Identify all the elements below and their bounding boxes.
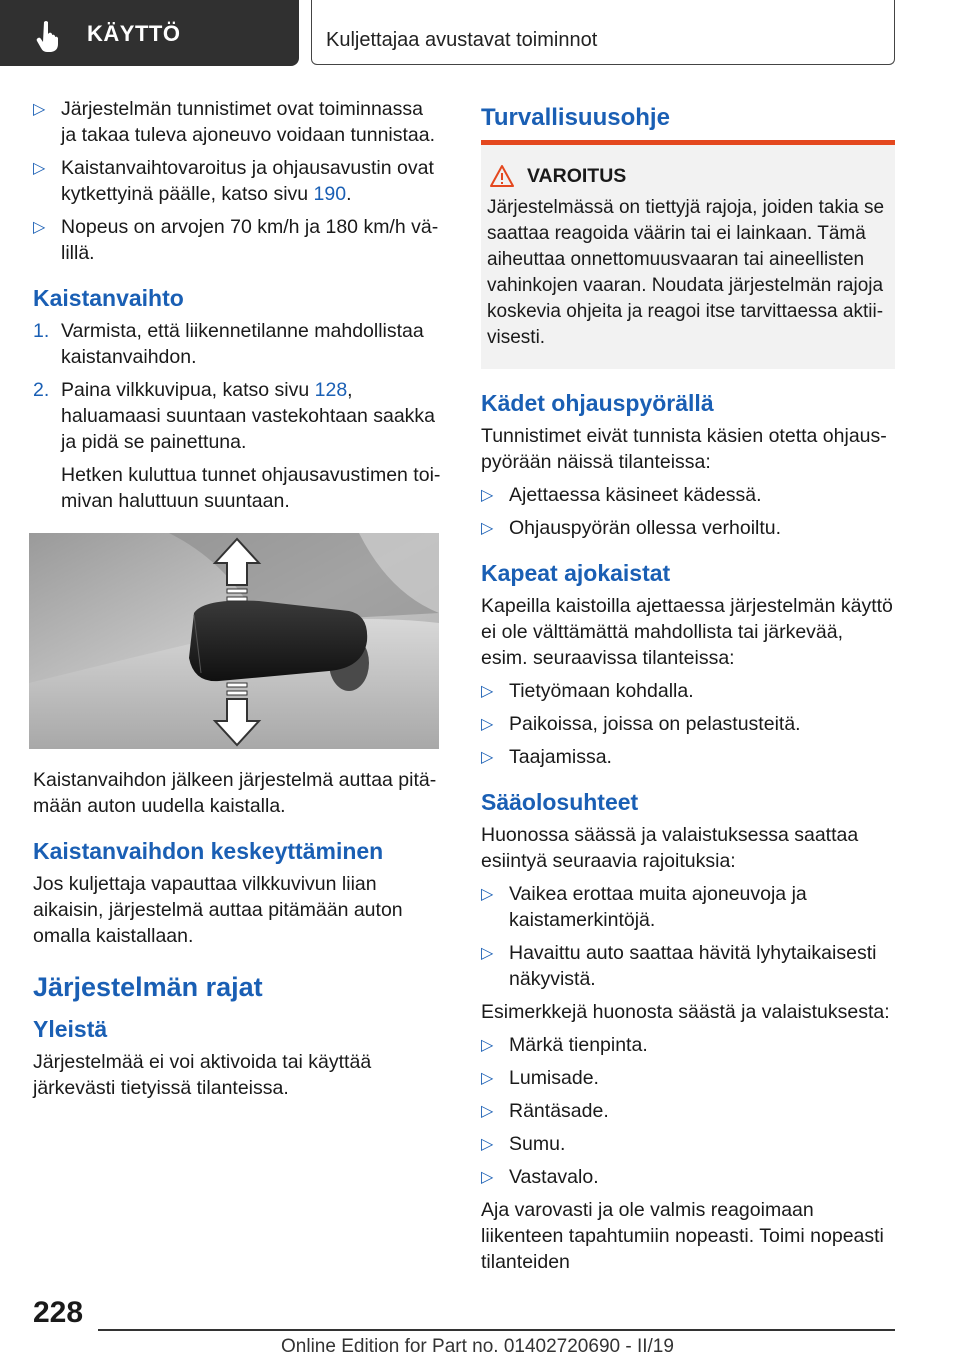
closing-text: Aja varovasti ja ole valmis reagoimaan liikenteen tapahtumiin nopeasti. Toimi nopeasti tilanteiden xyxy=(481,1199,884,1273)
step-item: 2. Paina vilkkuvipua, katso sivu 128, haluamaasi suuntaan vastekohtaan saakka ja pidä se painettuna. xyxy=(33,379,436,453)
list-item: ▷ Räntäsade. xyxy=(481,1098,895,1124)
examples-text: Esimerkkejä huonosta säästä ja valaistuksesta: xyxy=(481,1001,890,1023)
warning-triangle-icon xyxy=(489,164,515,188)
triangle-bullet-icon: ▷ xyxy=(481,886,494,903)
list-item: ▷ Havaittu auto saattaa hävitä lyhytaikaisesti näkyvistä. xyxy=(481,942,877,990)
general-heading: Yleistä xyxy=(33,1016,108,1042)
lane-change-heading: Kaistanvaihto xyxy=(33,285,184,311)
triangle-bullet-icon: ▷ xyxy=(33,101,46,118)
weather-heading: Sääolosuhteet xyxy=(481,789,639,815)
triangle-bullet-icon: ▷ xyxy=(481,520,494,537)
chapter-title-box xyxy=(311,0,895,65)
safety-heading: Turvallisuusohje xyxy=(481,104,670,131)
hand-pointer-icon xyxy=(34,18,68,52)
list-item: ▷ Märkä tienpinta. xyxy=(481,1032,895,1058)
triangle-bullet-icon: ▷ xyxy=(481,683,494,700)
after-image-text: Kaistanvaihdon jälkeen järjestelmä auttaa pitämään auton uudella kaistalla. xyxy=(33,769,437,817)
warning-text: Järjestelmässä on tiettyjä rajoja, joiden takia se saattaa reagoida väärin tai ei lainkaan. Tämä aiheuttaa onnettomuusvaaran tai aineellisten vahinkojen vaaran. Noudata järjestelmän rajoja koskevia ohjeita ja reagoi itse tarvittaessa aktiivisesti. xyxy=(487,197,885,348)
section-tab-label: KÄYTTÖ xyxy=(87,21,181,46)
warning-title: VAROITUS xyxy=(527,165,627,187)
triangle-bullet-icon: ▷ xyxy=(481,1136,494,1153)
triangle-bullet-icon: ▷ xyxy=(481,1103,494,1120)
list-item: ▷ Kaistanvaihtovaroitus ja ohjausavustin ovat kytkettyinä päälle, katso sivu 190. xyxy=(33,157,434,205)
list-item: ▷ Ohjauspyörän ollessa verhoiltu. xyxy=(481,515,895,541)
list-item: ▷ Vaikea erottaa muita ajoneuvoja ja kaistamerkintöjä. xyxy=(481,883,807,931)
list-item: ▷ Lumisade. xyxy=(481,1065,895,1091)
general-text: Järjestelmää ei voi aktivoida tai käyttää järkevästi tietyissä tilanteissa. xyxy=(33,1051,372,1099)
step-followup: Hetken kuluttua tunnet ohjausavustimen toimivan haluttuun suuntaan. xyxy=(61,464,441,512)
list-item: ▷ Sumu. xyxy=(481,1131,895,1157)
section-tab[interactable] xyxy=(0,0,299,66)
hands-heading: Kädet ohjauspyörällä xyxy=(481,390,714,416)
triangle-bullet-icon: ▷ xyxy=(33,219,46,236)
hands-text: Tunnistimet eivät tunnista käsien otetta ohjauspyörään näissä tilanteissa: xyxy=(481,425,887,473)
page-header xyxy=(0,0,960,66)
step-item: 1. Varmista, että liikennetilanne mahdollistaa kaistanvaihdon. xyxy=(33,320,424,368)
right-column xyxy=(481,96,895,1282)
triangle-bullet-icon: ▷ xyxy=(481,716,494,733)
list-item: ▷ Vastavalo. xyxy=(481,1164,895,1190)
page-number: 228 xyxy=(33,1296,84,1329)
warning-header xyxy=(487,163,889,189)
list-item: ▷ Taajamissa. xyxy=(481,744,895,770)
narrow-lanes-text: Kapeilla kaistoilla ajettaessa järjestelmän käyttö ei ole välttämättä mahdollista tai järkevää, esim. seuraavissa tilanteissa: xyxy=(481,595,893,669)
list-item: ▷ Järjestelmän tunnistimet ovat toiminnassa ja takaa tuleva ajoneuvo voidaan tunnistaa. xyxy=(33,98,436,146)
cancel-heading: Kaistanvaihdon keskeyttäminen xyxy=(33,838,384,864)
page-link-190[interactable]: 190 xyxy=(313,183,347,205)
page-link-128[interactable]: 128 xyxy=(314,379,348,401)
lever-illustration xyxy=(29,533,439,749)
cancel-text: Jos kuljettaja vapauttaa vilkkuvivun liian aikaisin, järjestelmä auttaa pitämään auton omalla kaistallaan. xyxy=(33,873,403,947)
list-item: ▷ Ajettaessa käsineet kädessä. xyxy=(481,482,895,508)
triangle-bullet-icon: ▷ xyxy=(481,945,494,962)
triangle-bullet-icon: ▷ xyxy=(481,487,494,504)
triangle-bullet-icon: ▷ xyxy=(33,160,46,177)
turn-signal-lever-image xyxy=(29,533,439,749)
triangle-bullet-icon: ▷ xyxy=(481,1037,494,1054)
footer-edition: Online Edition for Part no. 01402720690 - II/19 xyxy=(281,1336,674,1357)
list-item: ▷ Tietyömaan kohdalla. xyxy=(481,678,895,704)
list-item: ▷ Paikoissa, joissa on pelastusteitä. xyxy=(481,711,895,737)
triangle-bullet-icon: ▷ xyxy=(481,1070,494,1087)
triangle-bullet-icon: ▷ xyxy=(481,749,494,766)
chapter-title: Kuljettajaa avustavat toiminnot xyxy=(326,29,598,51)
left-column xyxy=(33,96,443,1108)
weather-text: Huonossa säässä ja valaistuksessa saattaa esiintyä seuraavia rajoituksia: xyxy=(481,824,859,872)
limits-heading: Järjestelmän rajat xyxy=(33,972,263,1002)
list-item: ▷ Nopeus on arvojen 70 km/h ja 180 km/h välillä. xyxy=(33,216,439,264)
triangle-bullet-icon: ▷ xyxy=(481,1169,494,1186)
warning-box xyxy=(481,140,895,369)
footer-divider xyxy=(98,1329,895,1331)
narrow-lanes-heading: Kapeat ajokaistat xyxy=(481,560,671,586)
